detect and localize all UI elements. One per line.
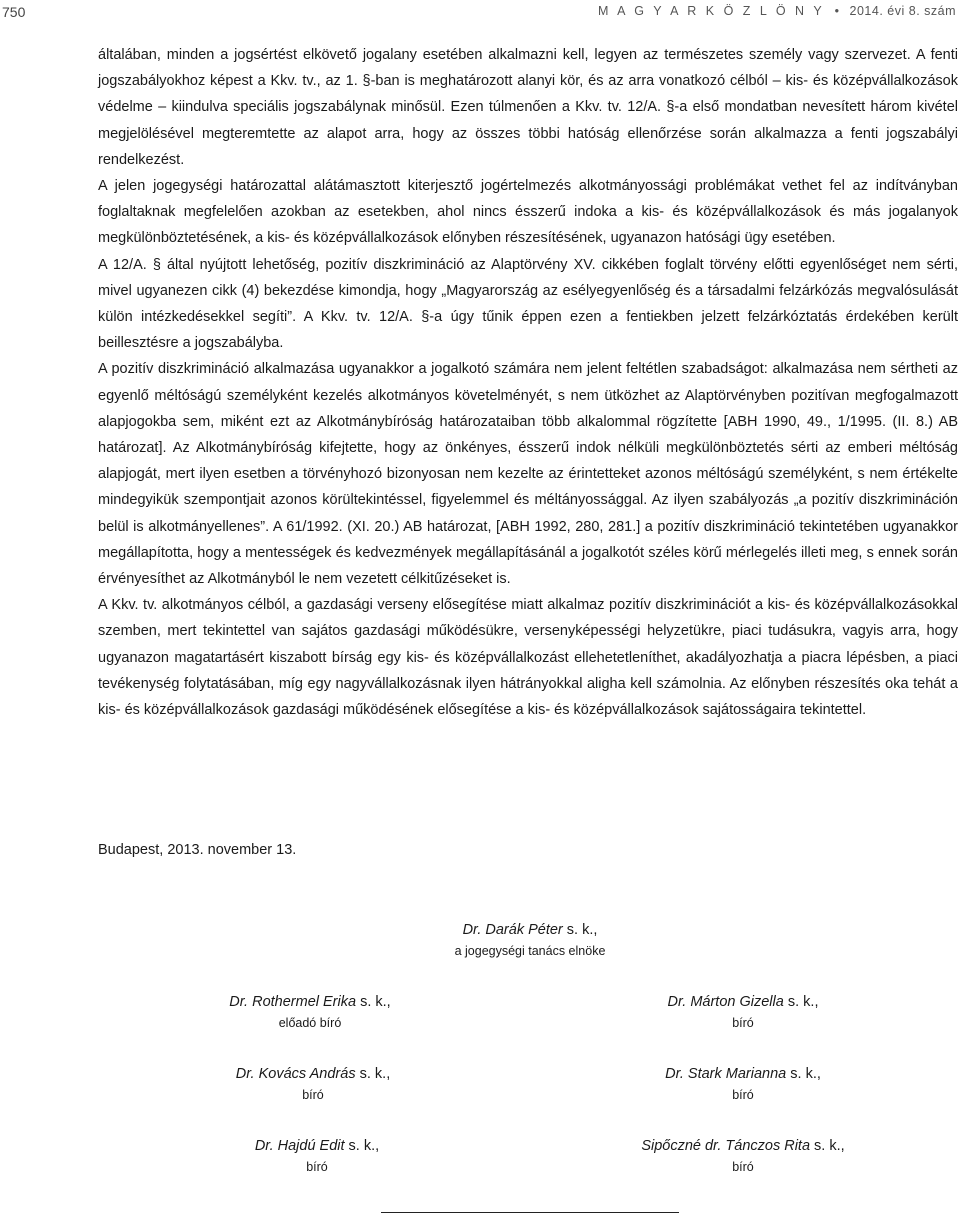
paragraph-3: A 12/A. § által nyújtott lehetőség, pozitív diszkrimináció az Alaptörvény XV. cikkében foglalt törvény előtti egyenlőséget nem sérti, mivel ugyanezen cikk (4) bekezdése kimondja, hogy „Magyarország az esélyegyenlőség és a társadalmi felzárkózás megvalósulását külön intézkedésekkel segíti”. A Kkv. tv. 12/A. §-a úgy tűnik éppen ezen a fentiekben jelzett felzárkóztatás érdekében került beillesztésre a jogszabályba. xyxy=(98,256,958,352)
document-body xyxy=(98,42,958,723)
signature-judge-1 xyxy=(593,992,893,1034)
paragraph-1: általában, minden a jogsértést elkövető jogalany esetében alkalmazni kell, legyen az természetes személy vagy szervezet. A fenti jogszabályokhoz képest a Kkv. tv., az 1. §-ban is meghatározott alanyi kör, és az arra vonatkozó célból – kis- és középvállalkozások védelme – kiindulva speciális jogszabálynak minősül. Ezen túlmenően a Kkv. tv. 12/A. §-a első mondatban nevesített három kivétel megjelölésével megteremtette az alapot arra, hogy az összes többi hatóság ellenőrzése során alkalmazza a fenti jogszabályi rendelkezést. xyxy=(98,47,958,168)
signature-name: Dr. Hajdú Edit xyxy=(254,1138,345,1154)
running-header xyxy=(598,4,956,18)
signature-role: a jogegységi tanács elnöke xyxy=(454,944,606,958)
signature-role: előadó bíró xyxy=(278,1016,342,1030)
signature-role: bíró xyxy=(732,1088,754,1102)
signature-name: Dr. Stark Marianna xyxy=(665,1066,787,1082)
paragraph-2: A jelen jogegységi határozattal alátámasztott kiterjesztő jogértelmezés alkotmányossági problémákat vethet fel az indítványban foglaltaknak megfelelően azokban az esetekben, ahol nincs ésszerű indoka a kis- és középvállalkozások és más jogalanyok megkülönböztetésének, a kis- és középvállalkozások előnyben részesítésének, ugyanazon hatósági ügy esetében. xyxy=(98,178,958,247)
signature-suffix: s. k., xyxy=(562,922,598,938)
signature-name: Sipőczné dr. Tánczos Rita xyxy=(641,1138,811,1154)
signature-name: Dr. Márton Gizella xyxy=(667,994,784,1010)
signature-judge-2 xyxy=(163,1064,463,1106)
paragraph-4: A pozitív diszkrimináció alkalmazása ugyanakkor a jogalkotó számára nem jelent feltétlen szabadságot: alkalmazása nem sértheti az egyenlő méltóságú személyként kezelés alkotmányos követelményét, s nem ütközhet az Alaptörvényben pozitívan megfogalmazott alapjogokba sem, miként ezt az Alkotmánybíróság határozataiban több alkalommal rögzítette [ABH 1990, 49., 1/1995. (II. 8.) AB határozat]. Az Alkotmánybíróság kifejtette, hogy az önkényes, ésszerű indok nélküli megkülönböztetés sérti az emberi méltóság alapjogát, mert ilyen esetben a törvényhozó bizonyosan nem kezelte az érintetteket azonos méltóságú személyként, s nem értékelte mindegyikük szempontjait azonos körültekintéssel, figyelemmel és méltányossággal. Az ilyen szabályozás „a pozitív diszkrimináción belül is alkotmányellenes”. A 61/1992. (XI. 20.) AB határozat, [ABH 1992, 280, 281.] a pozitív diszkrimináció tekintetében ugyanakkor megállapította, hogy a mentességek és kedvezmények megállapításánál a jogalkotót széles körű mérlegelés illeti meg, s ennek során érvényesíthet az Alkotmányból le nem vezetett célkitűzéseket is. xyxy=(98,361,958,588)
signature-judge-4 xyxy=(167,1136,467,1178)
signature-judge-3 xyxy=(593,1064,893,1106)
signature-suffix: s. k., xyxy=(786,1066,821,1082)
page-header xyxy=(0,4,960,24)
signature-rapporteur xyxy=(160,992,460,1034)
header-separator: • xyxy=(834,4,840,18)
signature-judge-5 xyxy=(583,1136,903,1178)
signature-role: bíró xyxy=(732,1016,754,1030)
signature-role: bíró xyxy=(302,1088,324,1102)
signature-suffix: s. k., xyxy=(356,994,391,1010)
journal-title: M A G Y A R K Ö Z L Ö N Y xyxy=(597,4,825,18)
signature-suffix: s. k., xyxy=(783,994,819,1010)
signature-suffix: s. k., xyxy=(810,1138,845,1154)
signature-name: Dr. Rothermel Erika xyxy=(229,994,357,1010)
section-divider xyxy=(381,1212,679,1213)
signature-president xyxy=(380,920,680,962)
page-number: 750 xyxy=(2,4,26,20)
signature-name: Dr. Darák Péter xyxy=(462,922,563,938)
date-line: Budapest, 2013. november 13. xyxy=(98,842,297,858)
issue-label: 2014. évi 8. szám xyxy=(849,4,956,18)
signature-name: Dr. Kovács András xyxy=(235,1066,356,1082)
signature-role: bíró xyxy=(306,1160,328,1174)
signature-role: bíró xyxy=(732,1160,754,1174)
paragraph-5: A Kkv. tv. alkotmányos célból, a gazdasági verseny elősegítése miatt alkalmaz pozitív diszkriminációt a kis- és középvállalkozásokkal szemben, mert tekintettel van sajátos gazdasági működésükre, versenyképességi helyzetükre, piaci tudásukra, vagyis arra, hogy ugyanazon magatartásért kiszabott bírság egy kis- és középvállalkozást ellehetetleníthet, akadályozhatja a piacra lépésben, a piaci tevékenység folytatásában, míg egy nagyvállalkozásnak ilyen hátrányokkal aligha kell számolnia. Az előnyben részesítés oka tehát a kis- és középvállalkozások gazdasági működésének elősegítése a kis- és középvállalkozások sajátosságaira tekintettel. xyxy=(98,597,958,719)
signature-suffix: s. k., xyxy=(355,1066,391,1082)
signature-suffix: s. k., xyxy=(344,1138,380,1154)
